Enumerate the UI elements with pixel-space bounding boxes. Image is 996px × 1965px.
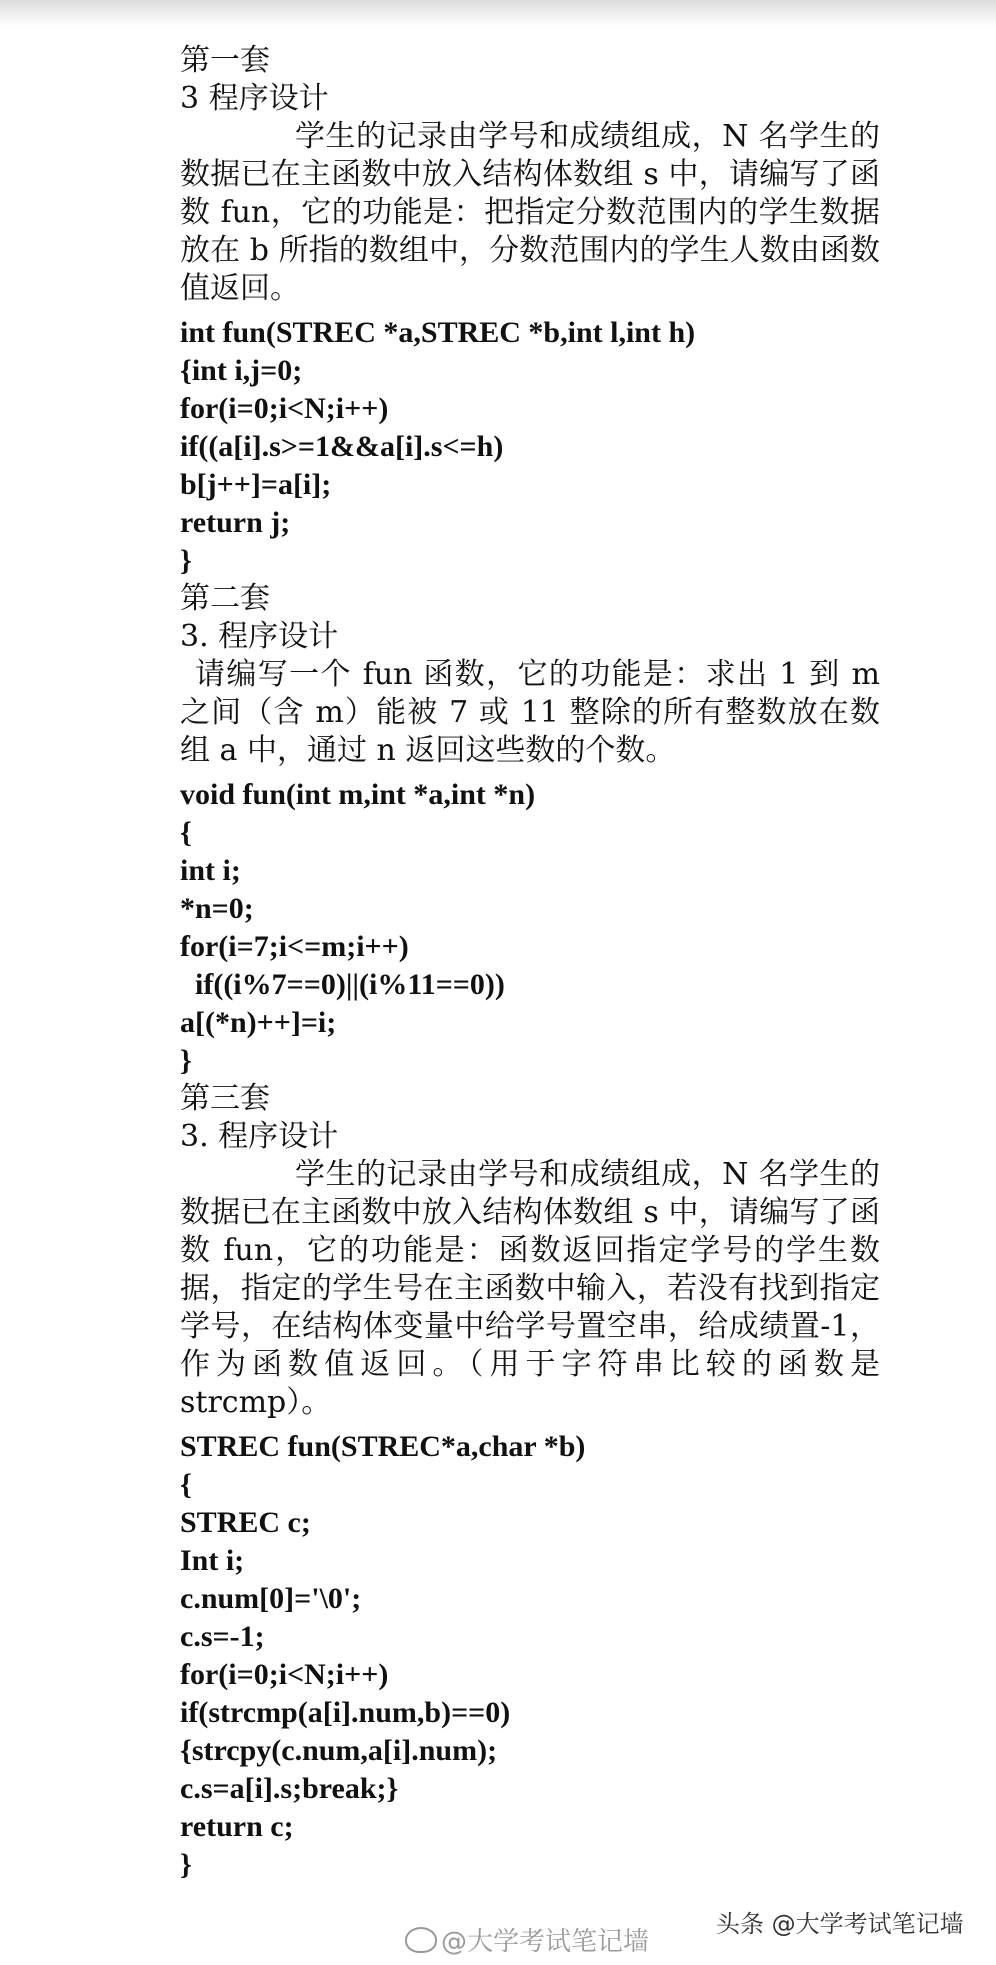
code-line: } [180,1044,192,1077]
code-line: if((a[i].s>=1&&a[i].s<=h) [180,430,504,463]
code-line: return c; [180,1810,294,1843]
code-line: return j; [180,506,291,539]
code-line: int fun(STREC *a,STREC *b,int l,int h) [180,316,696,349]
set3-code-block [180,1428,880,1884]
set1-section: 3 程序设计 [180,81,329,116]
top-shadow [0,0,996,26]
set1-code-block [180,314,880,580]
set1-heading: 第一套 [180,43,270,78]
code-line: c.s=-1; [180,1620,265,1653]
document-page [180,42,880,1884]
code-line: if(strcmp(a[i].num,b)==0) [180,1696,511,1729]
weibo-watermark [405,1921,649,1958]
code-line: { [180,816,192,849]
code-line: {int i,j=0; [180,354,303,387]
code-line: void fun(int m,int *a,int *n) [180,778,536,811]
code-line: STREC c; [180,1506,311,1539]
toutiao-watermark: 头条 @大学考试笔记墙 [716,1910,964,1938]
code-line: Int i; [180,1544,245,1577]
code-line: c.s=a[i].s;break;} [180,1772,399,1805]
code-line: int i; [180,854,241,887]
weibo-icon [405,1927,437,1953]
code-line: for(i=0;i<N;i++) [180,392,389,425]
set2-section: 3. 程序设计 [180,619,339,654]
set2-paragraph: 请编写一个 fun 函数，它的功能是：求出 1 到 m 之间（含 m）能被 7 或 11 整除的所有整数放在数组 a 中，通过 n 返回这些数的个数。 [180,657,880,768]
set2-code-block [180,776,880,1080]
code-line: {strcpy(c.num,a[i].num); [180,1734,498,1767]
code-line: { [180,1468,192,1501]
set3-heading: 第三套 [180,1081,270,1116]
code-line: for(i=0;i<N;i++) [180,1658,389,1691]
code-line: for(i=7;i<=m;i++) [180,930,409,963]
set2-heading: 第二套 [180,581,270,616]
code-line: a[(*n)++]=i; [180,1006,337,1039]
code-line: b[j++]=a[i]; [180,468,332,501]
set3-paragraph: 学生的记录由学号和成绩组成，N 名学生的数据已在主函数中放入结构体数组 s 中，请编写了函数 fun，它的功能是：函数返回指定学号的学生数据，指定的学生号在主函数中输入，若没有找到指定学号，在结构体变量中给学号置空串，给成绩置-1，作为函数值返回。（用于字符串比较的函数是 strcmp）。 [180,1157,880,1420]
code-line: STREC fun(STREC*a,char *b) [180,1430,586,1463]
code-line: c.num[0]='\0'; [180,1582,362,1615]
code-line: *n=0; [180,892,254,925]
code-line: } [180,544,192,577]
weibo-watermark-text: @大学考试笔记墙 [441,1927,650,1957]
set1-paragraph: 学生的记录由学号和成绩组成，N 名学生的数据已在主函数中放入结构体数组 s 中，请编写了函数 fun，它的功能是：把指定分数范围内的学生数据放在 b 所指的数组中，分数范围内的学生人数由函数值返回。 [180,119,880,306]
code-line: } [180,1848,192,1881]
code-line: if((i%7==0)||(i%11==0)) [180,968,505,1001]
set3-section: 3. 程序设计 [180,1119,339,1154]
